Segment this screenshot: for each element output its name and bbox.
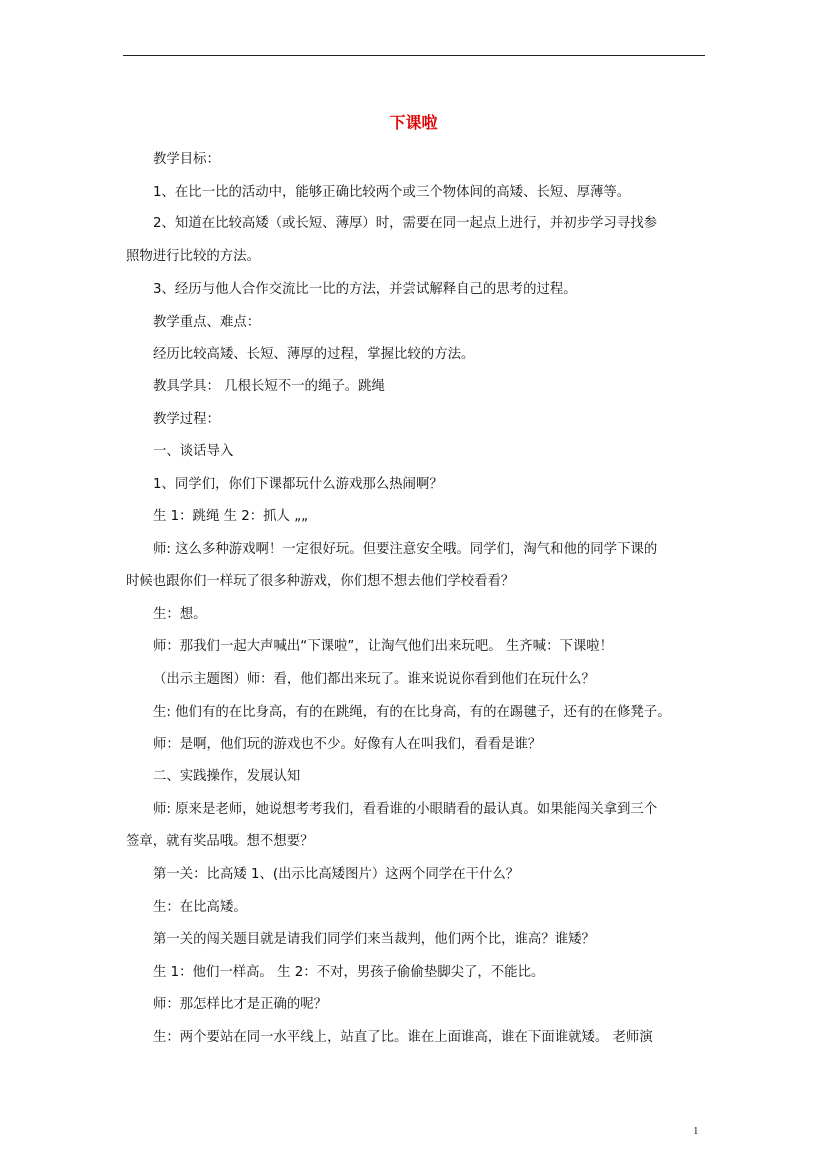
text-line: 教学目标：: [153, 152, 220, 167]
text-line: 生：两个要站在同一水平线上，站直了比。谁在上面谁高，谁在下面谁就矮。 老师演: [153, 1030, 653, 1045]
text-line: 生：想。: [153, 607, 207, 622]
text-line: 第一关：比高矮 1、(出示比高矮图片）这两个同学在干什么？: [153, 867, 520, 882]
text-line: 时候也跟你们一样玩了很多种游戏，你们想不想去他们学校看看？: [126, 574, 515, 589]
text-line: 签章，就有奖品哦。想不想要？: [126, 834, 314, 849]
text-line: 教学过程：: [153, 412, 220, 427]
text-line: 师：是啊，他们玩的游戏也不少。好像有人在叫我们，看看是谁？: [153, 737, 542, 752]
page-number: 1: [693, 1125, 699, 1137]
text-line: 经历比较高矮、长短、薄厚的过程，掌握比较的方法。: [153, 347, 475, 362]
text-line: 2、知道在比较高矮（或长短、薄厚）时，需要在同一起点上进行，并初步学习寻找参: [153, 216, 657, 231]
text-line: 照物进行比较的方法。: [126, 249, 260, 264]
text-line: 第一关的闯关题目就是请我们同学们来当裁判，他们两个比，谁高？谁矮？: [153, 932, 595, 947]
text-line: 教具学具： 几根长短不一的绳子。跳绳: [153, 379, 385, 394]
text-line: 生 1：他们一样高。 生 2：不对，男孩子偷偷垫脚尖了，不能比。: [153, 965, 545, 980]
text-line: 二、实践操作，发展认知: [153, 769, 301, 784]
text-line: 师：那我们一起大声喊出“下课啦”，让淘气他们出来玩吧。 生齐喊：下课啦！: [153, 639, 614, 654]
text-line: 生 1：跳绳 生 2：抓人 „„: [153, 509, 309, 524]
text-line: 3、经历与他人合作交流比一比的方法，并尝试解释自己的思考的过程。: [153, 282, 577, 297]
text-line: 1、同学们，你们下课都玩什么游戏那么热闹啊？: [153, 477, 443, 492]
text-line: 生: 他们有的在比身高，有的在跳绳，有的在比身高，有的在踢毽子，还有的在修凳子。: [153, 705, 671, 720]
text-line: 师: 原来是老师，她说想考考我们，看看谁的小眼睛看的最认真。如果能闯关拿到三个: [153, 802, 658, 817]
text-line: 生：在比高矮。: [153, 900, 247, 915]
document-title: 下课啦: [389, 113, 438, 132]
text-line: 教学重点、难点：: [153, 315, 261, 330]
text-line: 一、谈话导入: [153, 444, 234, 459]
text-line: 师: 这么多种游戏啊！一定很好玩。但要注意安全哦。同学们，淘气和他的同学下课的: [153, 542, 658, 557]
text-line: 师：那怎样比才是正确的呢？: [153, 997, 328, 1012]
text-line: 1、在比一比的活动中，能够正确比较两个或三个物体间的高矮、长短、厚薄等。: [153, 185, 631, 200]
header-rule: [123, 55, 705, 56]
text-line: （出示主题图）师：看，他们都出来玩了。谁来说说你看到他们在玩什么？: [153, 672, 595, 687]
